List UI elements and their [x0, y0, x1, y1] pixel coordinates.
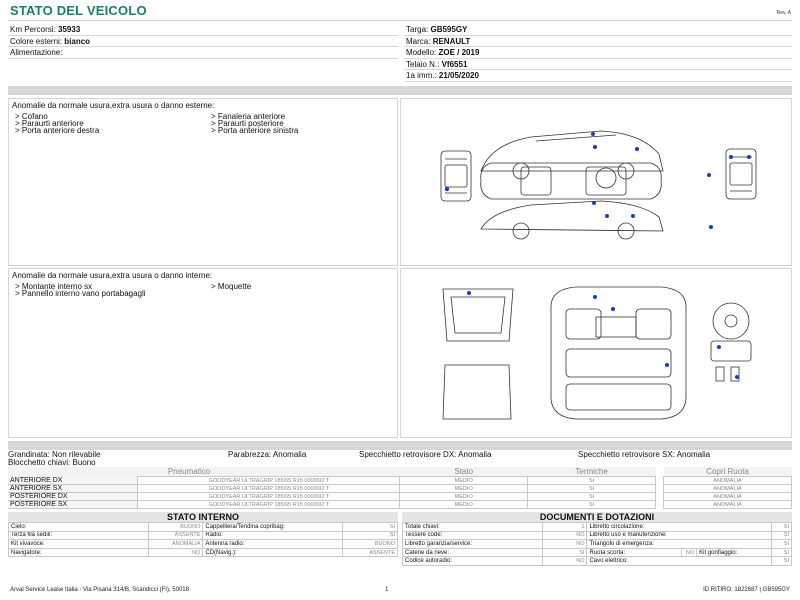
- damage-markers: [445, 132, 751, 229]
- exterior-diagram-panel: [400, 98, 792, 266]
- tyre-position: POSTERIORE DX: [8, 493, 138, 501]
- info-row-colore: [8, 36, 398, 48]
- field-label: Cappelliera/Tendina copribag:: [203, 523, 343, 532]
- tyre-copri-ruota: ANOMALIA: [664, 493, 792, 501]
- info-row-telaio: [404, 59, 792, 71]
- exterior-damage-panel: [8, 98, 398, 266]
- field-label: Libretto uso e manutenzione:: [587, 531, 772, 540]
- damage-item: > Porta anteriore destra: [15, 126, 100, 135]
- info-label: Targa:: [406, 25, 429, 34]
- specchietto-sx-status: Specchietto retrovisore SX: Anomalia: [578, 450, 711, 459]
- tyre-termiche: SI: [528, 485, 656, 493]
- damage-item: > Paraurti anteriore: [15, 119, 84, 128]
- tyre-model: GOODYEAR ULTRAGRIP 185/65 R15 000/092 T: [138, 493, 400, 501]
- tyre-copri-ruota: ANOMALIA: [664, 501, 792, 509]
- damage-item: > Fanaleria anteriore: [211, 112, 286, 121]
- tyre-termiche: SI: [528, 493, 656, 501]
- documenti-title: DOCUMENTI E DOTAZIONI: [402, 512, 792, 522]
- table-row: [8, 477, 792, 485]
- tyre-stato: MEDIO: [400, 493, 528, 501]
- footer-page-number: 1: [385, 587, 389, 593]
- field-label: Antenna radio:: [203, 540, 343, 549]
- field-label: Terza fila sedili:: [9, 531, 149, 540]
- tyre-stato: MEDIO: [400, 477, 528, 485]
- tyre-model: GOODYEAR ULTRAGRIP 185/65 R15 000/092 T: [138, 501, 400, 509]
- field-label: Totale chiavi:: [403, 523, 543, 532]
- field-label: Triangolo di emergenza:: [587, 540, 772, 549]
- info-value: Vf6551: [441, 59, 468, 69]
- field-value: SI: [772, 531, 792, 540]
- stato-interno-table: [8, 522, 398, 557]
- tyre-copri-ruota: ANOMALIA: [664, 485, 792, 493]
- tyre-position: ANTERIORE DX: [8, 477, 138, 485]
- section-bar: [8, 441, 792, 450]
- info-value: 21/05/2020: [438, 71, 479, 80]
- tyres-table: [8, 467, 792, 509]
- vehicle-info-left: [8, 24, 398, 59]
- page-title: STATO DEL VEICOLO: [10, 3, 147, 18]
- car-exterior-diagram: [401, 99, 793, 267]
- tyre-stato: MEDIO: [400, 501, 528, 509]
- tyre-model: GOODYEAR ULTRAGRIP 185/65 R15 000/092 T: [138, 477, 400, 485]
- tyre-model: GOODYEAR ULTRAGRIP 185/65 R15 000/092 T: [138, 485, 400, 493]
- info-label: Modello:: [406, 48, 437, 57]
- table-row: [403, 540, 792, 549]
- footer-ritiro-id: ID RITIRO: 1822687 | GB595GY: [703, 587, 790, 593]
- specchietto-dx-status: Specchietto retrovisore DX: Anomalia: [359, 450, 492, 459]
- field-value: SI: [772, 540, 792, 549]
- field-label: Cavo elettrico:: [587, 557, 772, 566]
- table-row: [9, 523, 398, 532]
- damage-item: > Moquette: [211, 282, 252, 291]
- stato-interno-title: STATO INTERNO: [8, 512, 398, 522]
- tyre-copri-ruota: ANOMALIA: [664, 477, 792, 485]
- field-label: Catene da neve:: [403, 548, 543, 557]
- field-label: Kit vivavoce:: [9, 540, 149, 549]
- table-row: [403, 531, 792, 540]
- field-value: NO: [148, 548, 203, 557]
- info-label: Colore esterni:: [10, 36, 63, 46]
- column-header: Termiche: [528, 467, 656, 477]
- info-row-modello: [404, 47, 792, 59]
- grandinata-status: Grandinata: Non rilevabile: [8, 450, 101, 459]
- damage-item: > Montante interno sx: [15, 282, 93, 291]
- section-bar: [8, 86, 792, 95]
- field-label: Ruota scorta:: [587, 548, 682, 557]
- interior-damage-title: Anomalie da normale usura,extra usura o danno interne:: [12, 271, 213, 280]
- table-row: [403, 557, 792, 566]
- field-value: ANOMALIA: [148, 540, 203, 549]
- tyre-stato: MEDIO: [400, 485, 528, 493]
- info-row-km: [8, 24, 398, 36]
- field-value: BUONO: [148, 523, 203, 532]
- footer-company: Arval Service Lease Italia - Via Pisana 314/B, Scandicci (FI), 50018: [10, 587, 189, 593]
- field-value: NO: [542, 557, 587, 566]
- divider: [8, 20, 792, 21]
- column-header: Pneumatico: [138, 467, 400, 477]
- field-label: Tessere code:: [403, 531, 543, 540]
- info-label: Marca:: [406, 36, 431, 46]
- field-value: SI: [343, 523, 398, 532]
- tyre-termiche: SI: [528, 477, 656, 485]
- info-label: Alimentazione:: [10, 48, 63, 57]
- field-value: NO: [682, 548, 697, 557]
- info-value: 35933: [58, 25, 81, 34]
- table-row: [9, 548, 398, 557]
- table-row: [8, 493, 792, 501]
- info-row-alimentazione: [8, 47, 398, 59]
- tyre-position: ANTERIORE SX: [8, 485, 138, 493]
- table-row: [8, 501, 792, 509]
- damage-item: > Cofano: [15, 112, 48, 121]
- revision-label: Rev. A: [776, 10, 791, 16]
- field-label: Navigatore:: [9, 548, 149, 557]
- table-row: [9, 531, 398, 540]
- field-value: NO: [542, 531, 587, 540]
- field-value: ASSENTE: [148, 531, 203, 540]
- damage-item: > Porta anteriore sinistra: [211, 126, 299, 135]
- field-label: Codice autoradio:: [403, 557, 543, 566]
- field-label: Kit gonfiaggio:: [697, 548, 772, 557]
- table-row: [9, 540, 398, 549]
- blocchetto-status: Blocchetto chiavi: Buono: [8, 458, 96, 467]
- field-label: CD(Navig.):: [203, 548, 343, 557]
- info-label: Telaio N.:: [406, 59, 440, 69]
- tyre-position: POSTERIORE SX: [8, 501, 138, 509]
- field-value: NO: [542, 540, 587, 549]
- info-value: ZOE / 2019: [438, 48, 480, 57]
- info-label: 1a imm.:: [406, 71, 437, 80]
- exterior-damage-title: Anomalie da normale usura,extra usura o danno esterne:: [12, 101, 215, 110]
- documenti-table: [402, 522, 792, 566]
- table-row: [8, 485, 792, 493]
- interior-damage-panel: [8, 268, 398, 438]
- field-label: Libretto garanzia/service:: [403, 540, 543, 549]
- damage-item: > Paraurti posteriore: [211, 119, 284, 128]
- field-value: BUONO: [343, 540, 398, 549]
- info-value: GB595GY: [430, 25, 468, 34]
- field-label: Radio:: [203, 531, 343, 540]
- field-value: 1: [542, 523, 587, 532]
- info-value: bianco: [64, 36, 91, 46]
- tyres-header-row: [8, 467, 792, 477]
- field-value: SI: [772, 523, 792, 532]
- vehicle-info-right: [404, 24, 792, 82]
- column-header: Copri Ruota: [664, 467, 792, 477]
- column-header: Stato: [400, 467, 528, 477]
- parabrezza-status: Parabrezza: Anomalia: [228, 450, 307, 459]
- info-row-immatricolazione: [404, 70, 792, 82]
- info-label: Km Percorsi:: [10, 25, 56, 34]
- car-interior-diagram: [401, 269, 793, 439]
- damage-markers: [467, 291, 739, 379]
- damage-item: > Pannello interno vano portabagagli: [15, 289, 146, 298]
- vehicle-info: [8, 24, 792, 82]
- field-value: SI: [343, 531, 398, 540]
- table-row: [403, 523, 792, 532]
- tyre-termiche: SI: [528, 501, 656, 509]
- field-label: Cielo:: [9, 523, 149, 532]
- info-row-targa: [404, 24, 792, 36]
- info-row-marca: [404, 36, 792, 48]
- interior-diagram-panel: [400, 268, 792, 438]
- field-value: SI: [542, 548, 587, 557]
- info-value: RENAULT: [432, 36, 471, 46]
- field-value: ASSENTE: [343, 548, 398, 557]
- field-value: SI: [772, 557, 792, 566]
- table-row: [403, 548, 792, 557]
- field-label: Libretto circolazione:: [587, 523, 772, 532]
- field-value: SI: [772, 548, 792, 557]
